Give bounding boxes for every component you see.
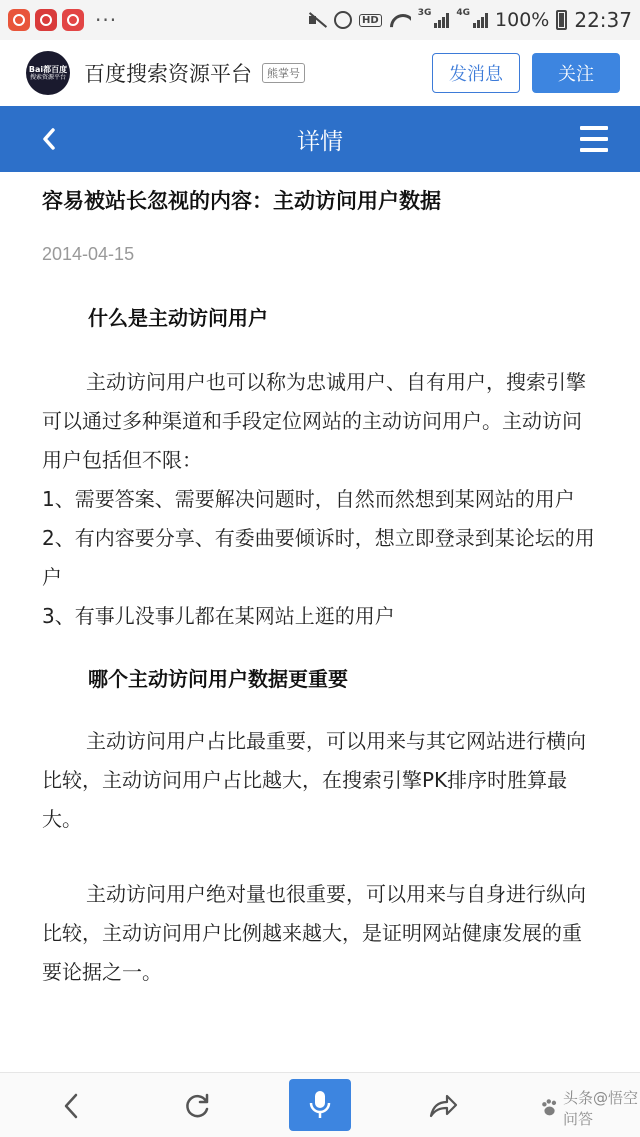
follow-button[interactable]: 关注 bbox=[532, 53, 620, 93]
hamburger-icon-bar bbox=[580, 126, 608, 130]
wifi-icon bbox=[389, 12, 411, 28]
article-title: 容易被站长忽视的内容：主动访问用户数据 bbox=[42, 189, 441, 213]
paragraph: 主动访问用户绝对量也很重要，可以用来与自身进行纵向比较，主动访问用户比例越来越大，是证明网站健康发展的重要论据之一。 bbox=[42, 882, 586, 984]
account-type-badge: 熊掌号 bbox=[262, 63, 305, 83]
send-message-button[interactable]: 发消息 bbox=[432, 53, 520, 93]
nav-bar bbox=[0, 106, 640, 172]
paragraph: 主动访问用户也可以称为忠诚用户、自有用户，搜索引擎可以通过多种渠道和手段定位网站的主动访问用户。主动访问用户包括但不限： bbox=[42, 370, 586, 472]
account-name[interactable]: 百度搜索资源平台 bbox=[84, 62, 252, 86]
list-item: 3、有事儿没事儿都在某网站上逛的用户 bbox=[42, 604, 395, 628]
status-indicators bbox=[307, 8, 632, 32]
paw-icon bbox=[540, 1095, 559, 1121]
article-content[interactable] bbox=[0, 172, 640, 1072]
menu-button[interactable] bbox=[580, 126, 608, 152]
network-3g-label: 3G bbox=[417, 8, 432, 18]
bottom-toolbar bbox=[0, 1072, 640, 1137]
section-heading: 哪个主动访问用户数据更重要 bbox=[88, 667, 348, 691]
network-4g-label: 4G bbox=[456, 8, 471, 18]
microphone-icon bbox=[309, 1090, 331, 1120]
chevron-left-icon bbox=[63, 1093, 79, 1119]
share-button[interactable] bbox=[418, 1081, 468, 1131]
paragraph: 主动访问用户占比最重要，可以用来与其它网站进行横向比较，主动访问用户占比越大，在搜索引擎PK排序时胜算最大。 bbox=[42, 729, 586, 831]
hamburger-icon-bar bbox=[580, 137, 608, 141]
mute-icon bbox=[307, 12, 327, 28]
watermark bbox=[540, 1087, 640, 1129]
article-date: 2014-04-15 bbox=[42, 244, 135, 264]
section-heading: 什么是主动访问用户 bbox=[88, 306, 268, 330]
watermark-text: 头条@悟空问答 bbox=[563, 1089, 639, 1128]
avatar-logo-text: Bai都百度 bbox=[28, 64, 68, 74]
back-button[interactable] bbox=[34, 124, 64, 154]
alarm-icon bbox=[334, 11, 352, 29]
refresh-button[interactable] bbox=[172, 1081, 222, 1131]
account-avatar[interactable] bbox=[26, 51, 70, 95]
battery-percent: 100% bbox=[495, 9, 550, 31]
status-bar bbox=[0, 0, 640, 40]
notification-app-icon bbox=[62, 9, 84, 31]
chevron-left-icon bbox=[41, 127, 57, 151]
hamburger-icon-bar bbox=[580, 148, 608, 152]
voice-search-button[interactable] bbox=[289, 1079, 351, 1131]
list-item: 1、需要答案、需要解决问题时，自然而然想到某网站的用户 bbox=[42, 487, 575, 511]
browser-back-button[interactable] bbox=[46, 1081, 96, 1131]
avatar-logo-subtext: 搜索资源平台 bbox=[29, 73, 66, 81]
notification-app-icon bbox=[8, 9, 30, 31]
signal-icon bbox=[473, 12, 488, 28]
clock: 22:37 bbox=[574, 8, 632, 32]
notification-app-icon bbox=[35, 9, 57, 31]
share-arrow-icon bbox=[428, 1093, 458, 1119]
page-title: 详情 bbox=[297, 128, 343, 155]
account-header bbox=[0, 40, 640, 106]
list-item: 2、有内容要分享、有委曲要倾诉时，想立即登录到某论坛的用户 bbox=[42, 526, 595, 589]
battery-icon bbox=[556, 10, 567, 30]
signal-icon bbox=[434, 12, 449, 28]
refresh-icon bbox=[183, 1092, 211, 1120]
hd-icon: HD bbox=[359, 14, 382, 27]
more-notifications-icon: ··· bbox=[95, 8, 118, 32]
